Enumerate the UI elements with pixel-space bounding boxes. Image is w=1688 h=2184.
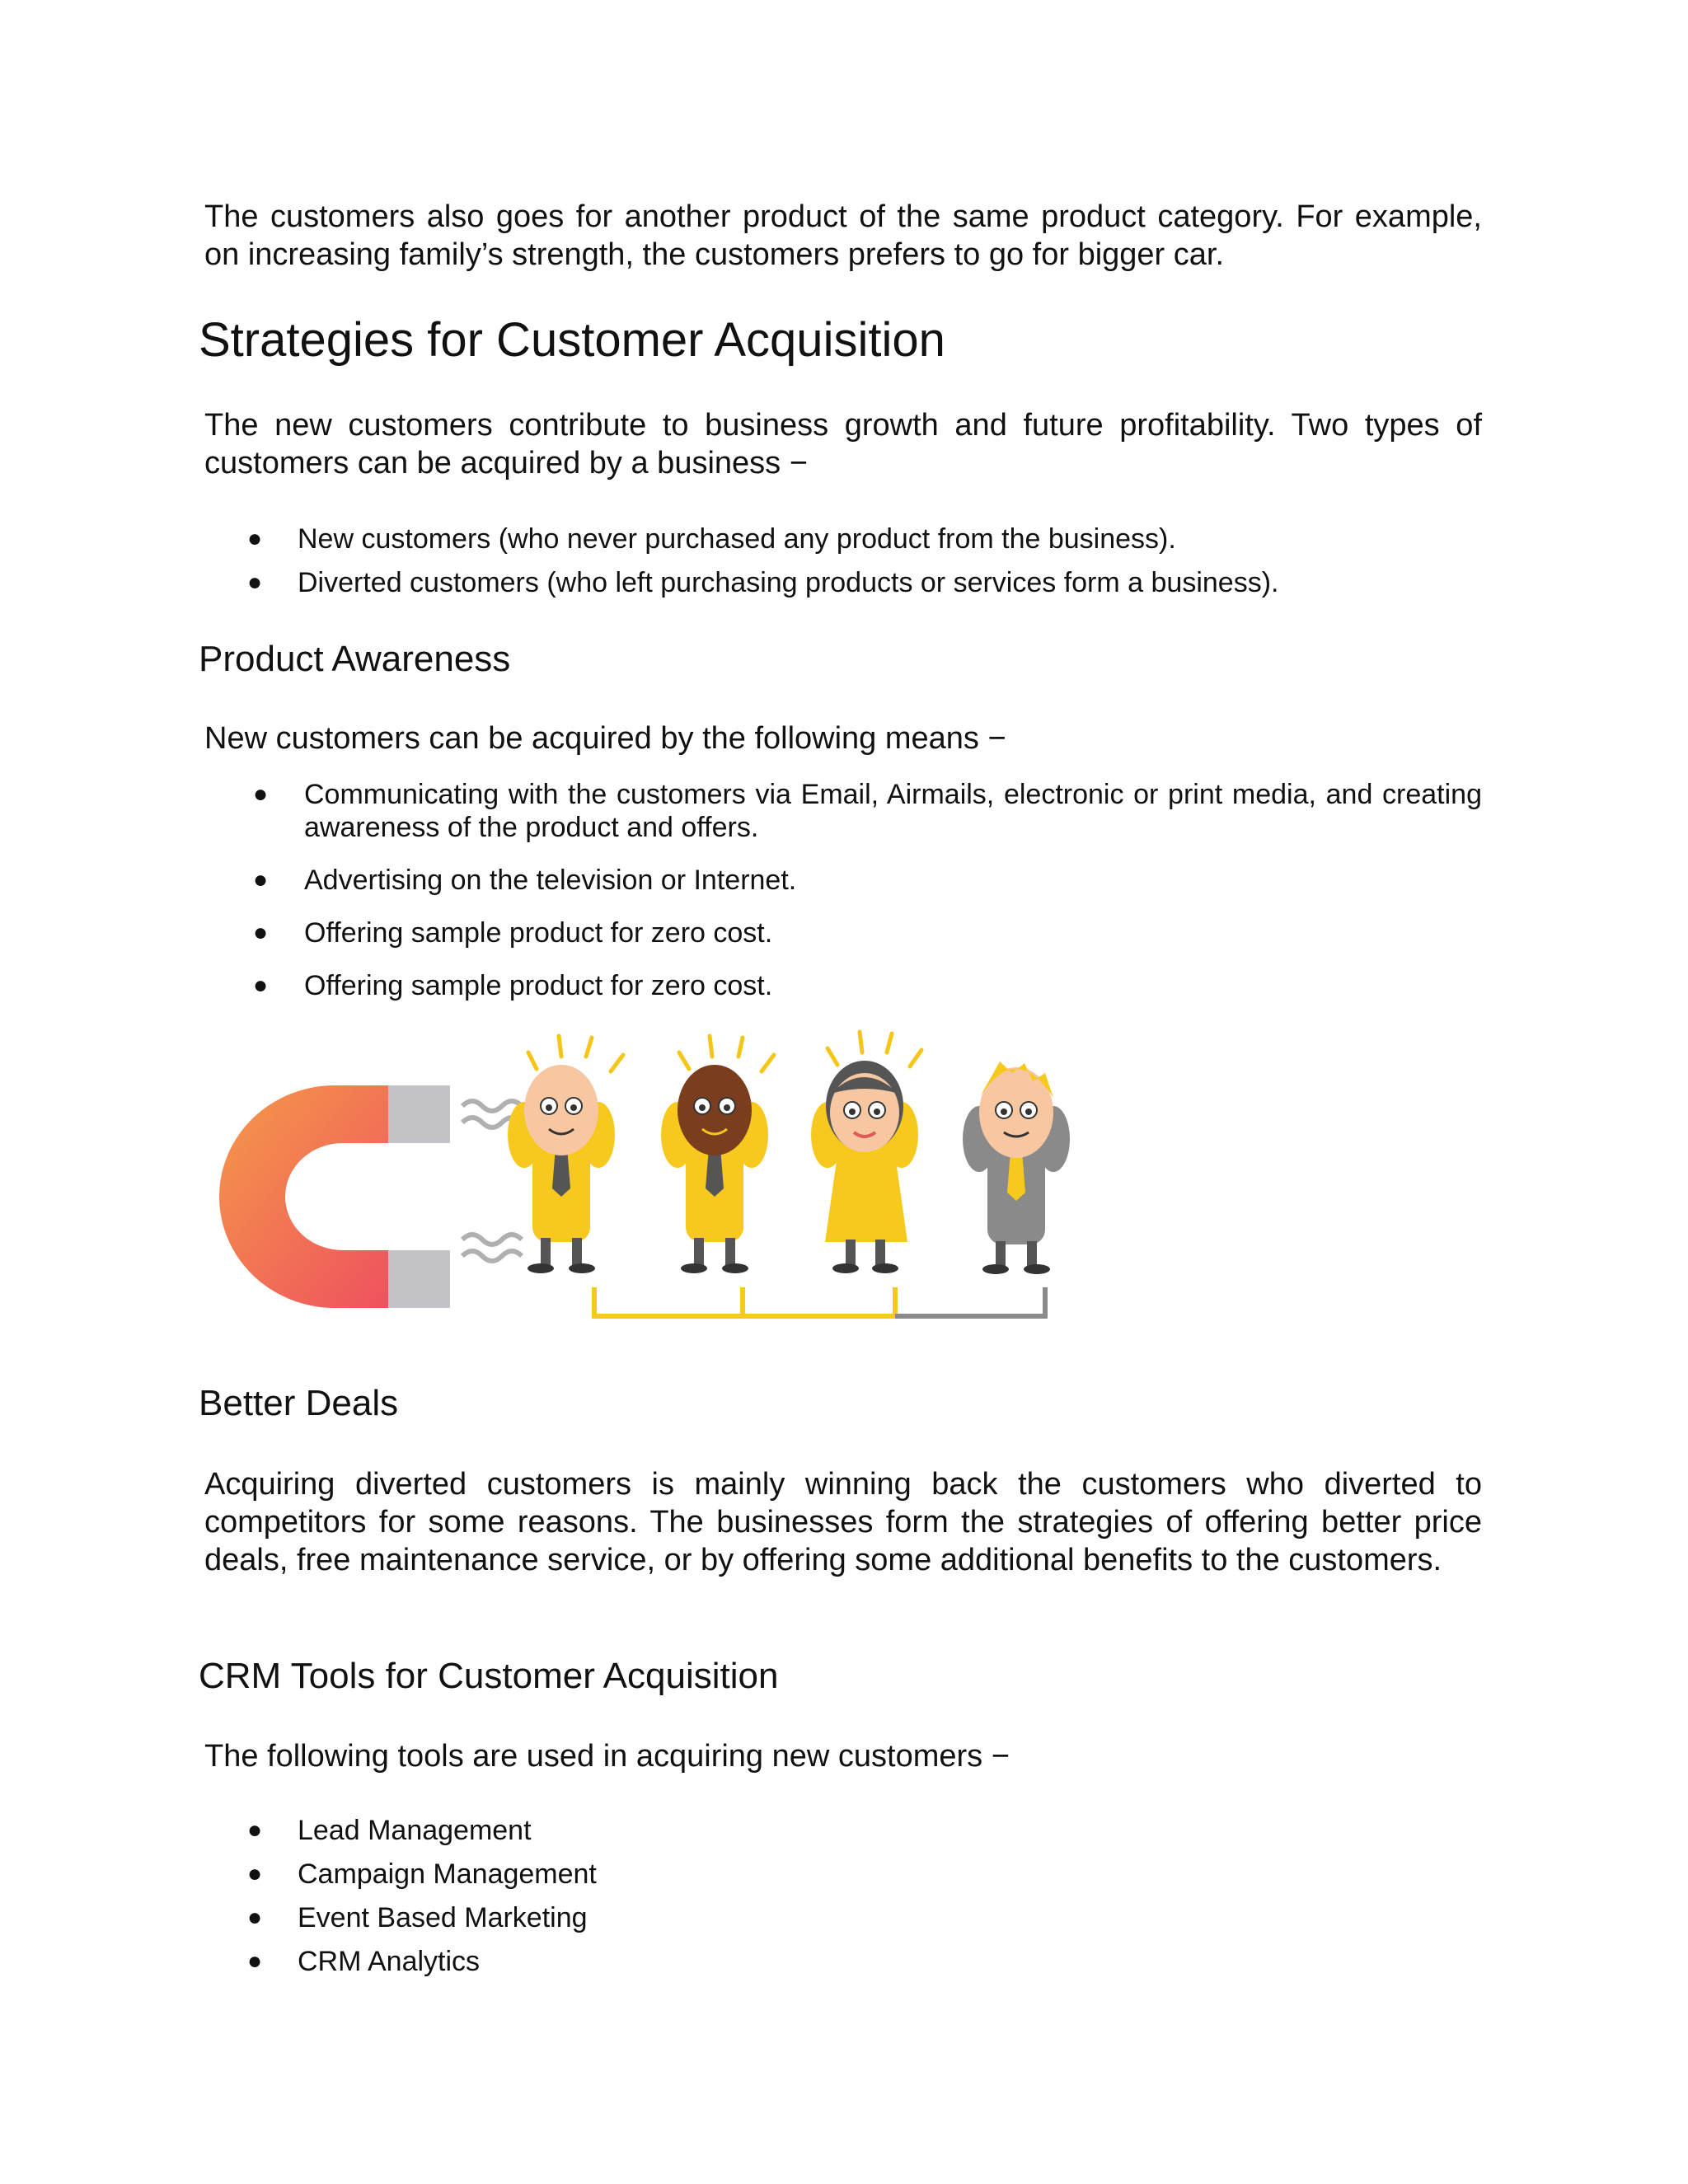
crm-tools-list bbox=[0, 1814, 597, 1989]
customer-types-list bbox=[0, 523, 1278, 610]
magnet-icon bbox=[219, 1085, 522, 1308]
list-item: ● Lead Management bbox=[247, 1815, 532, 1846]
person-icon bbox=[661, 1036, 774, 1273]
bullet-icon: ● bbox=[247, 569, 263, 596]
bullet-icon: ● bbox=[247, 1904, 263, 1931]
person-icon bbox=[811, 1032, 921, 1273]
crm-tools-intro: The following tools are used in acquiring new customers − bbox=[204, 1739, 1010, 1774]
crm-tools-heading: CRM Tools for Customer Acquisition bbox=[199, 1656, 779, 1696]
list-item: ● CRM Analytics bbox=[247, 1946, 481, 1977]
product-awareness-intro: New customers can be acquired by the following means − bbox=[204, 721, 1006, 756]
bullet-icon: ● bbox=[253, 866, 269, 893]
person-icon bbox=[508, 1036, 623, 1273]
list-item: ● Diverted customers (who left purchasing products or services form a business). bbox=[247, 567, 1279, 598]
bullet-icon: ● bbox=[247, 525, 263, 552]
list-item: ● Offering sample product for zero cost. bbox=[253, 917, 773, 949]
better-deals-heading: Better Deals bbox=[199, 1383, 399, 1423]
list-item: ● Offering sample product for zero cost. bbox=[253, 970, 773, 1001]
bullet-icon: ● bbox=[253, 780, 269, 808]
intro-paragraph: The customers also goes for another product of the same product category. For example, on increasing family’s strength, the customers prefers to go for bigger car. bbox=[204, 199, 1482, 272]
bullet-icon: ● bbox=[247, 1860, 263, 1887]
list-item: ● New customers (who never purchased any product from the business). bbox=[247, 523, 1176, 555]
list-item: ● Communicating with the customers via Email, Airmails, electronic or print media, and creating awareness of the product and offers. bbox=[253, 779, 1482, 843]
bullet-icon: ● bbox=[247, 1816, 263, 1844]
person-icon bbox=[963, 1062, 1070, 1274]
section-intro: The new customers contribute to business growth and future profitability. Two types of customers can be acquired by a business − bbox=[204, 408, 1482, 480]
customer-acquisition-illustration bbox=[211, 1024, 1134, 1329]
product-awareness-list bbox=[0, 778, 1482, 1002]
better-deals-body: Acquiring diverted customers is mainly winning back the customers who diverted to competitors for some reasons. The businesses form the strategies of offering better price deals, free maintenance service, or by offering some additional benefits to the customers. bbox=[204, 1467, 1482, 1577]
bullet-icon: ● bbox=[253, 972, 269, 999]
section-title: Strategies for Customer Acquisition bbox=[199, 313, 945, 367]
bullet-icon: ● bbox=[247, 1947, 263, 1975]
list-item: ● Event Based Marketing bbox=[247, 1902, 588, 1933]
list-item: ● Advertising on the television or Internet. bbox=[253, 865, 797, 896]
list-item: ● Campaign Management bbox=[247, 1858, 597, 1890]
bullet-icon: ● bbox=[253, 919, 269, 946]
product-awareness-heading: Product Awareness bbox=[199, 639, 511, 679]
